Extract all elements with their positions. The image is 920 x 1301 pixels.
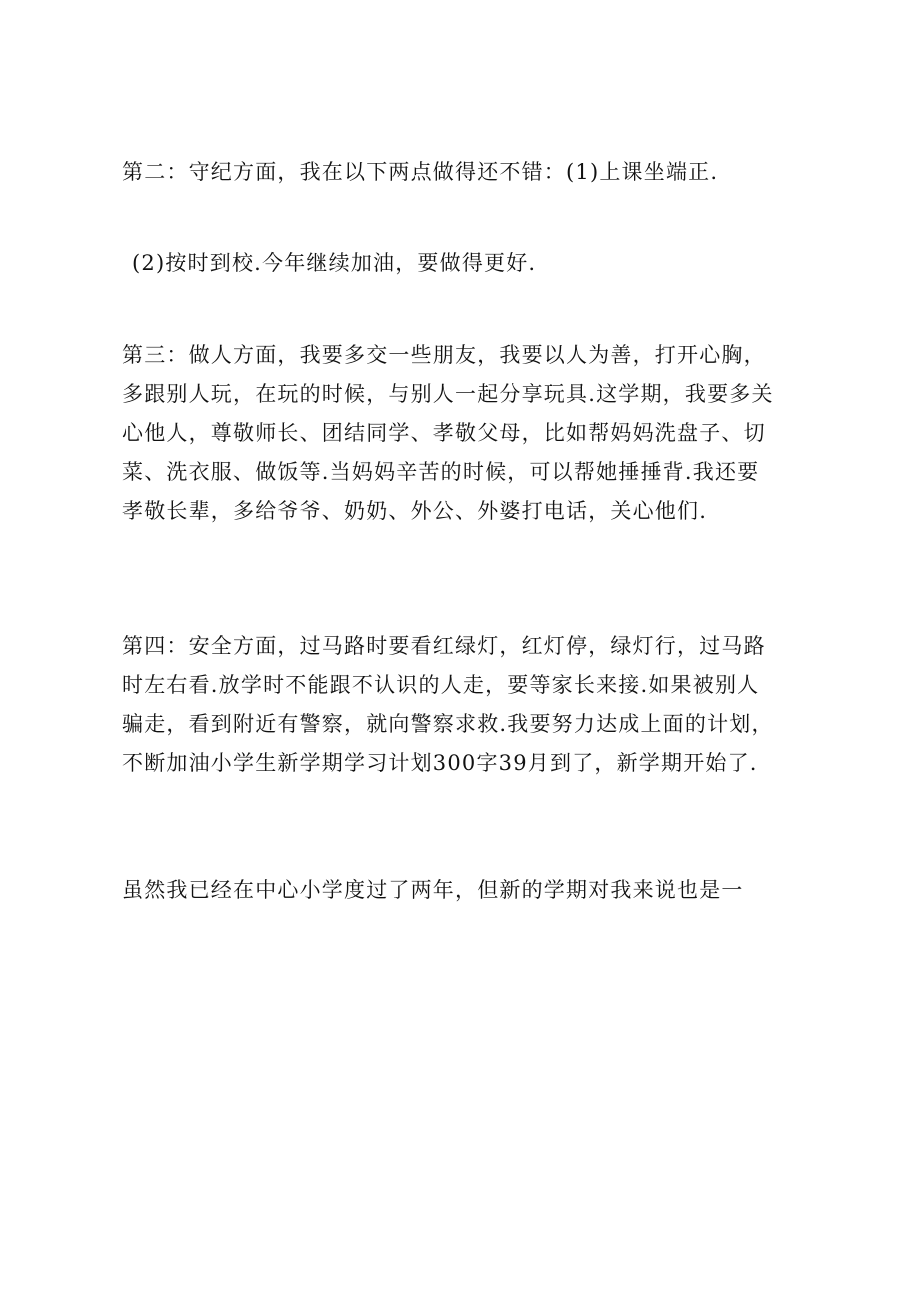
paragraph-conduct-line-4: 菜、洗衣服、做饭等.当妈妈辛苦的时候，可以帮她捶捶背.我还要 bbox=[122, 460, 760, 484]
paragraph-conduct-line-2: 多跟别人玩，在玩的时候，与别人一起分享玩具.这学期，我要多关 bbox=[122, 382, 774, 406]
paragraph-safety-line-1: 第四：安全方面，过马路时要看红绿灯，红灯停，绿灯行，过马路 bbox=[122, 634, 766, 658]
paragraph-discipline-line-1: 第二：守纪方面，我在以下两点做得还不错：(1)上课坐端正. bbox=[122, 160, 719, 184]
paragraph-discipline-line-2: (2)按时到校.今年继续加油，要做得更好. bbox=[132, 251, 537, 275]
paragraph-safety-line-4: 不断加油小学生新学期学习计划300字39月到了，新学期开始了. bbox=[122, 751, 758, 775]
paragraph-conduct-line-3: 心他人，尊敬师长、团结同学、孝敬父母，比如帮妈妈洗盘子、切 bbox=[122, 421, 766, 445]
paragraph-new-term-line-1: 虽然我已经在中心小学度过了两年，但新的学期对我来说也是一 bbox=[122, 878, 744, 902]
paragraph-conduct-line-1: 第三：做人方面，我要多交一些朋友，我要以人为善，打开心胸， bbox=[122, 343, 766, 367]
paragraph-safety-line-3: 骗走，看到附近有警察，就向警察求救.我要努力达成上面的计划， bbox=[122, 712, 774, 736]
paragraph-conduct-line-5: 孝敬长辈，多给爷爷、奶奶、外公、外婆打电话，关心他们. bbox=[122, 499, 708, 523]
paragraph-safety-line-2: 时左右看.放学时不能跟不认识的人走，要等家长来接.如果被别人 bbox=[122, 673, 760, 697]
